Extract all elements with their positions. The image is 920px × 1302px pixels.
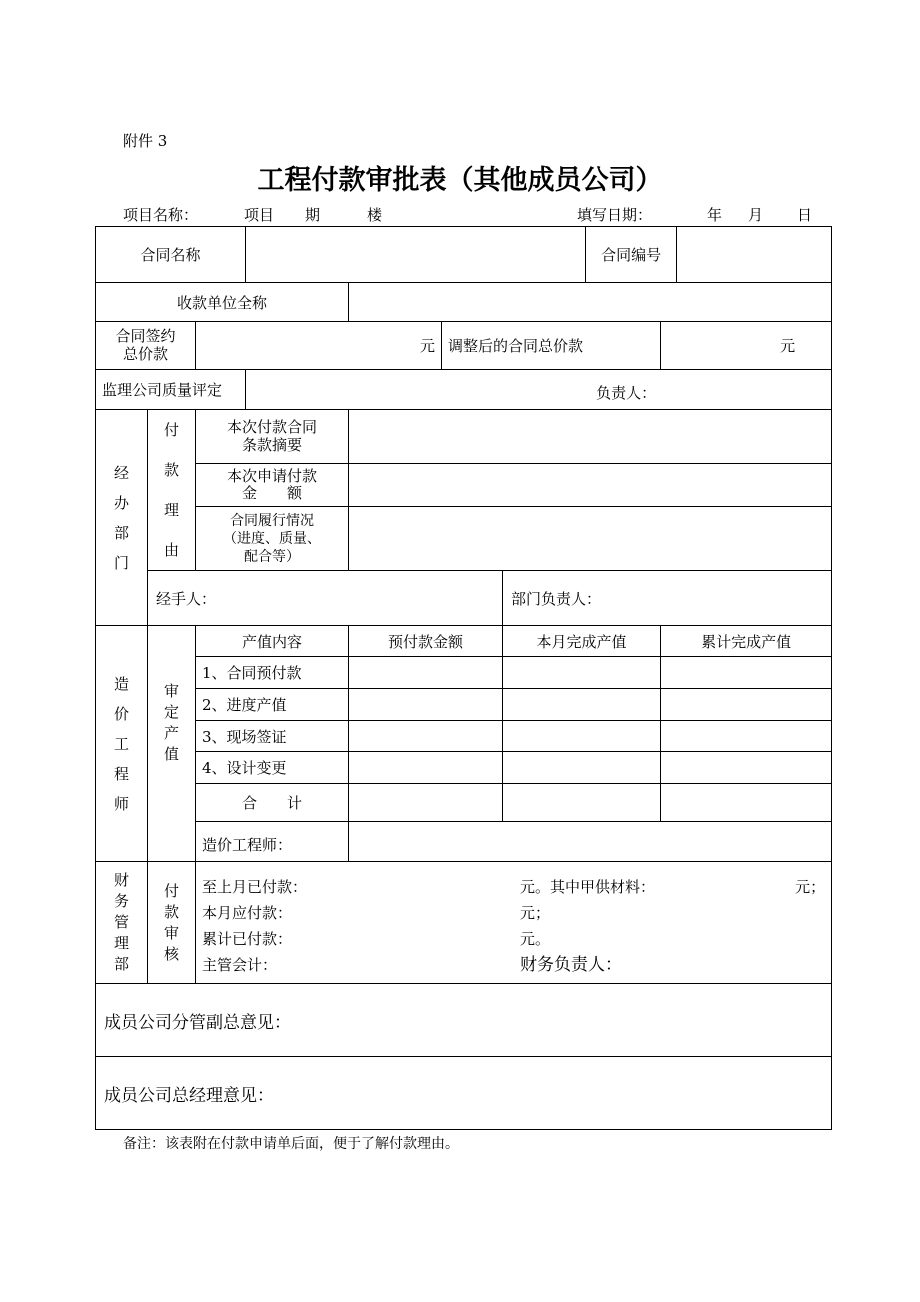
cumulative-value-cell[interactable] bbox=[661, 721, 832, 752]
payment-review-char: 核 bbox=[163, 944, 179, 963]
contract-total-line2: 总价款 bbox=[122, 344, 168, 363]
contract-number-field[interactable] bbox=[677, 227, 832, 283]
handling-dept-label bbox=[96, 410, 148, 626]
adjusted-total-field[interactable] bbox=[661, 322, 832, 370]
handling-dept-char: 门 bbox=[113, 553, 129, 572]
item-site-visa: 3、现场签证 bbox=[196, 721, 349, 752]
paid-total-unit: 元。 bbox=[520, 930, 551, 948]
payment-reason-char: 理 bbox=[163, 501, 179, 519]
item-progress-value: 2、进度产值 bbox=[196, 689, 349, 721]
month-value-cell[interactable] bbox=[503, 752, 661, 784]
cost-engineer-char: 造 bbox=[113, 674, 129, 693]
page-title: 工程付款审批表（其他成员公司） bbox=[257, 165, 663, 196]
cumulative-value-cell[interactable] bbox=[661, 689, 832, 721]
finance-head-label: 财务负责人： bbox=[520, 955, 622, 975]
dept-head-signature-field[interactable] bbox=[503, 571, 832, 626]
finance-dept-label bbox=[96, 862, 148, 984]
header-value-content: 产值内容 bbox=[196, 626, 349, 657]
total-cumulative-value-cell[interactable] bbox=[661, 784, 832, 822]
project-item-label: 项目 bbox=[244, 206, 275, 224]
attachment-label: 附件 3 bbox=[123, 132, 168, 150]
approved-value-char: 产 bbox=[163, 724, 179, 742]
contract-total-unit: 元 bbox=[420, 337, 436, 355]
day-label: 日 bbox=[797, 206, 813, 224]
deputy-gm-opinion-label: 成员公司分管副总意见： bbox=[104, 1012, 291, 1033]
month-value-cell[interactable] bbox=[503, 721, 661, 752]
dept-head-label: 部门负责人： bbox=[511, 589, 602, 608]
finance-dept-char: 务 bbox=[113, 892, 129, 910]
adjusted-total-label: 调整后的合同总价款 bbox=[442, 322, 661, 370]
month-label: 月 bbox=[748, 206, 764, 224]
performance-line2: （进度、质量、 bbox=[223, 530, 322, 547]
cumulative-value-cell[interactable] bbox=[661, 657, 832, 689]
finance-dept-char: 理 bbox=[113, 934, 129, 952]
clause-summary-label bbox=[196, 410, 349, 464]
paid-total-label: 累计已付款： bbox=[202, 930, 293, 948]
approved-value-char: 定 bbox=[163, 703, 179, 721]
building-label: 楼 bbox=[367, 206, 383, 224]
request-amount-line2: 金 额 bbox=[242, 484, 303, 502]
performance-label bbox=[196, 507, 349, 571]
contract-name-label: 合同名称 bbox=[96, 227, 246, 283]
finance-dept-char: 管 bbox=[113, 913, 129, 931]
prepayment-cell[interactable] bbox=[349, 689, 503, 721]
request-amount-label bbox=[196, 464, 349, 507]
header-month-value: 本月完成产值 bbox=[503, 626, 661, 657]
phase-label: 期 bbox=[305, 206, 321, 224]
fill-date-label: 填写日期： bbox=[577, 206, 653, 224]
request-amount-line1: 本次申请付款 bbox=[227, 466, 318, 485]
handling-dept-char: 办 bbox=[113, 493, 129, 512]
chief-accountant-label: 主管会计： bbox=[202, 956, 278, 974]
cost-engineer-char: 工 bbox=[113, 734, 129, 753]
payable-row bbox=[202, 900, 825, 926]
payee-name-field[interactable] bbox=[349, 283, 832, 322]
contract-number-label: 合同编号 bbox=[586, 227, 677, 283]
handling-dept-char: 经 bbox=[113, 463, 129, 482]
payment-reason-char: 由 bbox=[163, 541, 179, 559]
contract-total-field[interactable] bbox=[196, 322, 442, 370]
header-prepayment: 预付款金额 bbox=[349, 626, 503, 657]
payable-unit: 元； bbox=[520, 904, 551, 922]
supervision-rating-field[interactable] bbox=[246, 370, 832, 410]
performance-line3: 配合等） bbox=[244, 548, 301, 565]
cost-engineer-sign-field[interactable] bbox=[349, 822, 832, 862]
payment-reason-label bbox=[148, 410, 196, 571]
cost-engineer-char: 师 bbox=[113, 794, 129, 813]
payment-reason-char: 付 bbox=[163, 421, 179, 439]
approved-value-char: 值 bbox=[163, 745, 179, 763]
paid-total-row bbox=[202, 926, 825, 952]
total-label: 合 计 bbox=[196, 784, 349, 822]
header-cumulative-value: 累计完成产值 bbox=[661, 626, 832, 657]
deputy-gm-opinion-field[interactable] bbox=[96, 984, 832, 1057]
payment-review-char: 审 bbox=[163, 923, 179, 942]
month-value-cell[interactable] bbox=[503, 657, 661, 689]
payment-review-char: 款 bbox=[163, 902, 179, 921]
payment-approval-form bbox=[95, 226, 832, 1130]
paid-last-month-row bbox=[202, 874, 825, 900]
performance-line1: 合同履行情况 bbox=[230, 512, 315, 529]
payment-reason-char: 款 bbox=[163, 461, 179, 479]
payment-review-field[interactable] bbox=[196, 862, 832, 984]
handler-label: 经手人： bbox=[156, 589, 217, 608]
finance-dept-char: 财 bbox=[113, 871, 129, 889]
footnote: 备注：该表附在付款申请单后面，便于了解付款理由。 bbox=[123, 1136, 459, 1152]
contract-name-field[interactable] bbox=[246, 227, 586, 283]
supervision-responsible-label: 负责人： bbox=[596, 384, 657, 402]
finance-dept-char: 部 bbox=[113, 955, 129, 973]
cost-engineer-char: 程 bbox=[113, 764, 129, 783]
gm-opinion-label: 成员公司总经理意见： bbox=[104, 1085, 274, 1106]
handler-signature-field[interactable] bbox=[148, 571, 503, 626]
item-contract-prepayment: 1、合同预付款 bbox=[196, 657, 349, 689]
item-design-change: 4、设计变更 bbox=[196, 752, 349, 784]
cumulative-value-cell[interactable] bbox=[661, 752, 832, 784]
supervision-rating-label: 监理公司质量评定 bbox=[96, 370, 246, 410]
signature-row bbox=[202, 952, 825, 978]
paid-last-month-label: 至上月已付款： bbox=[202, 878, 308, 896]
year-label: 年 bbox=[707, 206, 723, 224]
project-name-label: 项目名称： bbox=[123, 206, 199, 224]
supplied-material-unit: 元； bbox=[795, 878, 826, 896]
cost-engineer-label bbox=[96, 626, 148, 862]
clause-summary-line1: 本次付款合同 bbox=[227, 418, 318, 437]
prepayment-cell[interactable] bbox=[349, 721, 503, 752]
month-value-cell[interactable] bbox=[503, 689, 661, 721]
contract-total-label bbox=[96, 322, 196, 370]
clause-summary-line2: 条款摘要 bbox=[242, 435, 303, 454]
prepayment-cell[interactable] bbox=[349, 752, 503, 784]
cost-engineer-sign-label: 造价工程师： bbox=[196, 822, 349, 862]
approved-value-label bbox=[148, 626, 196, 862]
handling-dept-char: 部 bbox=[113, 523, 129, 542]
performance-field[interactable] bbox=[349, 507, 832, 571]
clause-summary-field[interactable] bbox=[349, 410, 832, 464]
total-prepayment-cell[interactable] bbox=[349, 784, 503, 822]
cost-engineer-char: 价 bbox=[113, 704, 129, 723]
payment-review-label bbox=[148, 862, 196, 984]
payee-name-label: 收款单位全称 bbox=[96, 283, 349, 322]
gm-opinion-field[interactable] bbox=[96, 1057, 832, 1130]
payable-this-month-label: 本月应付款： bbox=[202, 904, 293, 922]
approved-value-char: 审 bbox=[163, 682, 179, 700]
contract-total-line1: 合同签约 bbox=[115, 327, 176, 346]
supplied-material-label: 元。其中甲供材料： bbox=[520, 878, 656, 896]
prepayment-cell[interactable] bbox=[349, 657, 503, 689]
total-month-value-cell[interactable] bbox=[503, 784, 661, 822]
payment-review-char: 付 bbox=[163, 881, 179, 900]
request-amount-field[interactable] bbox=[349, 464, 832, 507]
adjusted-total-unit: 元 bbox=[780, 337, 796, 355]
